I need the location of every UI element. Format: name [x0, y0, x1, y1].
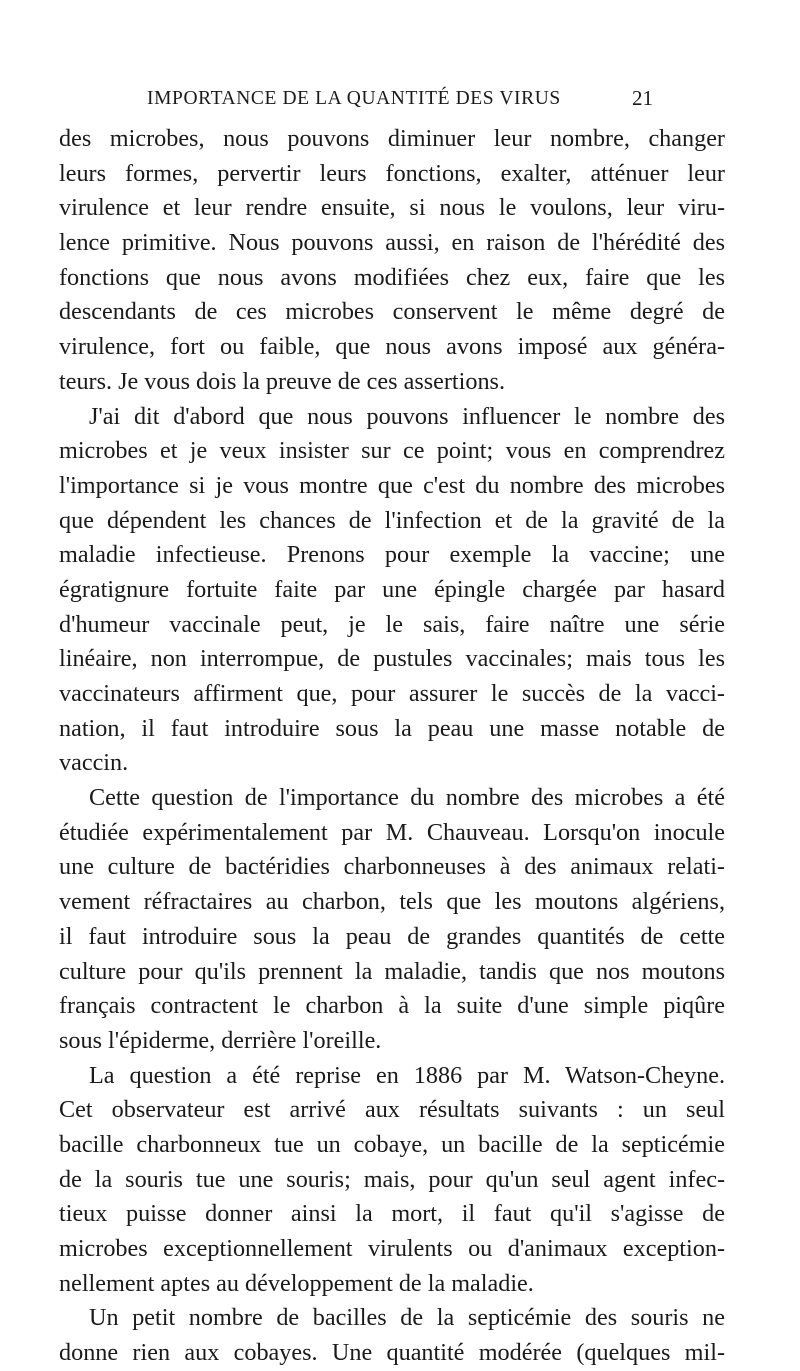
text-line: linéaire, non interrompue, de pustules vaccinales; mais tous les: [59, 645, 725, 673]
text-line: lence primitive. Nous pouvons aussi, en raison de l'hérédité des: [59, 229, 725, 257]
text-line: J'ai dit d'abord que nous pouvons influencer le nombre des: [89, 402, 725, 430]
text-line: sous l'épiderme, derrière l'oreille.: [59, 1026, 382, 1054]
text-line: l'importance si je vous montre que c'est du nombre des microbes: [59, 471, 725, 499]
page-number: 21: [632, 86, 653, 110]
body-text: [59, 122, 725, 1371]
text-line: nation, il faut introduire sous la peau une masse notable de: [59, 714, 725, 742]
text-line: microbes et je veux insister sur ce point; vous en comprendrez: [59, 437, 725, 465]
text-line: que dépendent les chances de l'infection et de la gravité de la: [59, 506, 725, 534]
text-line: une culture de bactéridies charbonneuses à des animaux relati-: [59, 853, 725, 881]
text-line: il faut introduire sous la peau de grandes quantités de cette: [59, 922, 725, 950]
text-line: tieux puisse donner ainsi la mort, il faut qu'il s'agisse de: [59, 1200, 725, 1228]
text-line: fonctions que nous avons modifiées chez eux, faire que les: [59, 263, 725, 291]
text-line: vaccin.: [59, 749, 129, 777]
text-line: virulence, fort ou faible, que nous avons imposé aux généra-: [59, 333, 725, 361]
text-line: vaccinateurs affirment que, pour assurer le succès de la vacci-: [59, 680, 725, 707]
text-line: étudiée expérimentalement par M. Chauveau. Lorsqu'on inocule: [59, 818, 725, 846]
text-line: Un petit nombre de bacilles de la septicémie des souris ne: [89, 1304, 725, 1332]
text-line: descendants de ces microbes conservent le même degré de: [59, 298, 725, 326]
text-line: des microbes, nous pouvons diminuer leur nombre, changer: [59, 125, 725, 152]
text-line: de la souris tue une souris; mais, pour qu'un seul agent infec-: [59, 1165, 725, 1193]
text-line: d'humeur vaccinale peut, je le sais, faire naître une série: [59, 610, 725, 638]
text-line: microbes exceptionnellement virulents ou d'animaux exception-: [59, 1235, 725, 1262]
text-line: leurs formes, pervertir leurs fonctions, exalter, atténuer leur: [59, 159, 725, 187]
text-line: bacille charbonneux tue un cobaye, un bacille de la septicémie: [59, 1130, 725, 1158]
text-line: virulence et leur rendre ensuite, si nous le voulons, leur viru-: [59, 194, 725, 222]
text-line: culture pour qu'ils prennent la maladie, tandis que nos moutons: [59, 957, 725, 985]
text-line: nellement aptes au développement de la maladie.: [59, 1269, 534, 1297]
text-line: Cet observateur est arrivé aux résultats suivants : un seul: [59, 1096, 725, 1124]
text-line: égratignure fortuite faite par une épingle chargée par hasard: [59, 575, 725, 603]
text-line: donne rien aux cobayes. Une quantité modérée (quelques mil-: [59, 1339, 725, 1367]
text-line: La question a été reprise en 1886 par M. Watson-Cheyne.: [89, 1061, 725, 1089]
running-title: IMPORTANCE DE LA QUANTITÉ DES VIRUS: [147, 88, 561, 109]
text-line: vement réfractaires au charbon, tels que les moutons algériens,: [59, 888, 725, 916]
text-line: teurs. Je vous dois la preuve de ces assertions.: [59, 367, 506, 395]
text-line: français contractent le charbon à la suite d'une simple piqûre: [59, 992, 725, 1020]
text-line: Cette question de l'importance du nombre des microbes a été: [89, 784, 725, 812]
text-line: maladie infectieuse. Prenons pour exemple la vaccine; une: [59, 541, 725, 569]
